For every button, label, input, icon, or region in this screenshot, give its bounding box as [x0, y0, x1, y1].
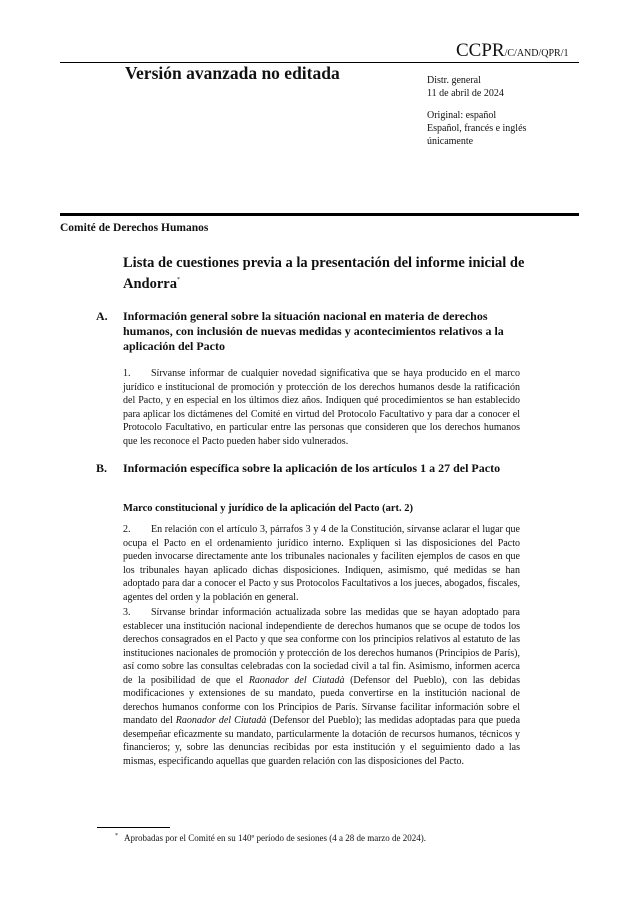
- paragraph-text: En relación con el artículo 3, párrafos 3 y 4 de la Constitución, sírvanse aclarar el lugar que ocupa el Pacto en el ordenamiento jurídico interno. Expliquen si las disposiciones del Pacto pueden invocarse directamente ante los tribunales nacionales y faciliten ejemplos de casos en que los tribunales hayan aplicado dichas disposiciones. Indiquen, asimismo, qué medidas se han adoptado para dar a conocer el Pacto y sus Protocolos Facultativos a los jueces, abogados, fiscales, agentes del orden y la población en general.: [123, 524, 520, 603]
- section-b-letter: B.: [96, 461, 108, 475]
- footnote-text: Aprobadas por el Comité en su 140º período de sesiones (4 a 28 de marzo de 2024).: [124, 833, 426, 843]
- footnote-mark: *: [115, 833, 118, 839]
- section-a-text: Información general sobre la situación nacional en materia de derechos humanos, con inclusión de nuevas medidas y acontecimientos relativos a la aplicación del Pacto: [123, 309, 504, 353]
- section-b-heading: [96, 461, 523, 476]
- paragraph-text: Sírvanse informar de cualquier novedad significativa que se haya producido en el marco jurídico e institucional de promoción y protección de los derechos humanos desde la ratificación del Pacto, y en especial en los últimos diez años. Indiquen qué procedimientos se han establecido para aplicar los dictámenes del Comité en virtud del Protocolo Facultativo y para dar a conocer el Protocolo Facultativo, en particular entre las personas que consideren que los derechos humanos que les reconoce el Pacto pueden haber sido vulnerados.: [123, 368, 520, 447]
- paragraph-number: 2.: [123, 524, 131, 535]
- symbol-suffix: /C/AND/QPR/1: [504, 48, 569, 59]
- paragraph-number: 1.: [123, 368, 131, 379]
- title-text: Lista de cuestiones previa a la presentación del informe inicial de Andorra: [123, 255, 525, 292]
- issue-date: 11 de abril de 2024: [427, 88, 504, 99]
- paragraph-number: 3.: [123, 607, 131, 618]
- committee-name: Comité de Derechos Humanos: [60, 222, 209, 234]
- languages: Español, francés e inglés: [427, 123, 527, 134]
- institution-name: Raonador del Ciutadà: [248, 674, 345, 686]
- symbol-main: CCPR: [456, 40, 505, 61]
- original-language: Original: español: [427, 110, 497, 121]
- document-title: [123, 255, 543, 293]
- section-a-letter: A.: [96, 309, 108, 323]
- advance-version-label: Versión avanzada no editada: [125, 63, 340, 83]
- distribution-block: [427, 74, 526, 148]
- title-footnote-mark: *: [176, 277, 180, 283]
- section-b-text: Información específica sobre la aplicación de los artículos 1 a 27 del Pacto: [123, 461, 501, 475]
- paragraph-1: [123, 367, 520, 448]
- paragraph-2: [123, 523, 520, 604]
- document-symbol: [456, 40, 569, 62]
- masthead-rule: [60, 213, 579, 216]
- subsection-heading: Marco constitucional y jurídico de la aplicación del Pacto (art. 2): [123, 503, 413, 514]
- section-a-heading: [96, 309, 523, 354]
- paragraph-text: (Defensor del Pueblo), con las debidas modificaciones y extensiones de su mandato, pueda convertirse en la institución nacional de derechos humanos conforme con los Principios de París. Sírvanse facilitar información sobre el mandato del: [123, 674, 521, 726]
- footnote: [115, 833, 426, 843]
- languages-only: únicamente: [427, 136, 474, 147]
- paragraph-text: Sírvanse brindar información actualizada sobre las medidas que se hayan adoptado para establecer una institución nacional independiente de derechos humanos que se ocupe de todos los derechos consagrados en el Pacto y que sea conforme con los principios relativos al estatuto de las instituciones nacionales de promoción y protección de los derechos humanos (Principios de París), así como sobre las consultas celebradas con la sociedad civil a tal fin. Asimismo, informen acerca de la posibilidad de que el: [123, 607, 520, 686]
- paragraph-3: [123, 606, 520, 768]
- footnote-rule: [97, 827, 170, 828]
- institution-name: Raonador del Ciutadà: [175, 715, 267, 726]
- paragraph-text: (Defensor del Pueblo); las medidas adoptadas para que pueda desempeñar eficazmente su mandato, particularmente la dotación de recursos humanos, técnicos y financieros; y, sobre las denuncias recibidas por esta institución y el seguimiento dado a las mismas, especificando aquellas que guarden relación con las disposiciones del Pacto.: [123, 715, 521, 767]
- distribution-type: Distr. general: [427, 75, 481, 86]
